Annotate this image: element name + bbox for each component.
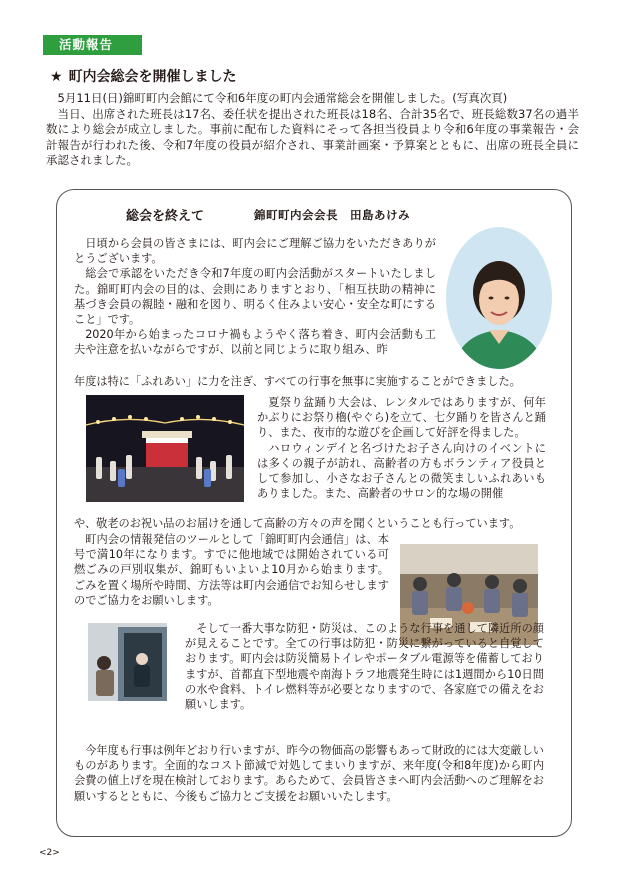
message-paragraph: 町内会の情報発信のツールとして「錦町町内会通信」は、本号で満10年になります。すでに他地域では開始されている可燃ごみの戸別収集が、錦町もいよいよ10月から始まります。ごみを置く場所や時間、方法等は町内会通信でお知らせしますのでご協力をお願いします。 — [74, 533, 389, 607]
message-paragraph: 日頃から会員の皆さまには、町内会にご理解ご協力をいただきありがとうございます。 — [74, 237, 436, 266]
article-heading — [50, 66, 237, 86]
message-text-right-1 — [257, 395, 546, 501]
message-title: 総会を終えて — [126, 209, 205, 224]
message-paragraph: 年度は特に「ふれあい」に力を注ぎ、すべての行事を無事に実施することができました。 — [74, 375, 521, 388]
intro-paragraph: 当日、出席された班長は17名、委任状を提出された班長は18名、合計35名で、班長総数37名の過半数により総会が成立しました。事前に配布した資料にそって各担当役員より令和6年度の事業報告・会計報告が行われた後、令和7年度の役員が紹介され、事業計画案・予算案とともに、出席の班長全員に承認されました。 — [46, 106, 579, 168]
message-paragraph: 夏祭り盆踊り大会は、レンタルではありますが、何年かぶりにお祭り櫓(やぐら)を立て、七夕踊りを皆さんと踊り、また、夜市的な遊びを企画して好評を得ました。 — [257, 396, 546, 440]
message-paragraph: 2020年から始まったコロナ禍もようやく落ち着き、町内会活動も工夫や注意を払いながらですが、以前と同じように取り組み、昨 — [74, 328, 436, 357]
article-title: 町内会総会を開催しました — [68, 69, 237, 85]
message-text-right-2 — [185, 621, 544, 712]
message-author: 錦町町内会会長 田島あけみ — [254, 208, 410, 222]
message-paragraph: や、敬老のお祝い品のお届けを通して高齢の方々の声を聞くということも行っています。 — [74, 517, 521, 530]
section-label: 活動報告 — [43, 35, 142, 55]
message-text-fullwidth-1 — [74, 374, 544, 389]
message-paragraph: 総会で承認をいただき令和7年度の町内会活動がスタートいたしました。錦町町内会の目的は、会則にありますとおり、「相互扶助の精神に基づき会員の親睦・融和を図り、明るく住みよい安心・安全な町にすること」です。 — [74, 267, 436, 327]
message-text-top — [74, 236, 436, 358]
intro-paragraph: 5月11日(日)錦町町内会館にて令和6年度の町内会通常総会を開催しました。(写真次頁) — [57, 91, 508, 105]
message-text-bottom — [74, 743, 544, 804]
message-text-left — [74, 532, 389, 608]
page-number: <2> — [39, 848, 60, 858]
star-icon: ★ — [50, 69, 63, 85]
message-paragraph: ハロウィンデイと名づけたお子さん向けのイベントには多くの親子が訪れ、高齢者の方もボランティア役員として参加し、小さなお子さんとの微笑ましいふれあいもありました。また、高齢者のサロン的な場の開催 — [257, 441, 546, 501]
message-paragraph: そして一番大事な防犯・防災は、このような行事を通して隣近所の顔が見えることです。全ての行事は防犯・防災に繋がっていると自覚しております。町内会は防災簡易トイレやポータブル電源等を備蓄しておりますが、首都直下型地震や南海トラフ地震発生時には1週間から10日間の水や食料、トイレ燃料等が必要となりますので、各家庭での備えをお願いします。 — [185, 622, 544, 712]
message-text-fullwidth-2 — [74, 516, 544, 531]
message-paragraph: 今年度も行事は例年どおり行いますが、昨今の物価高の影響もあって財政的には大変厳しいものがあります。全面的なコスト節減で対処してまいりますが、来年度(令和8年度)から町内会費の値上げを現在検討しております。あらためて、会員皆さまへ町内会活動へのご理解をお願いするとともに、今後もご協力とご支援をお願いいたします。 — [74, 744, 544, 803]
intro-text — [46, 91, 579, 169]
summer-festival-photo — [86, 395, 244, 502]
president-portrait — [445, 226, 553, 370]
emergency-toilet-photo — [88, 623, 167, 701]
